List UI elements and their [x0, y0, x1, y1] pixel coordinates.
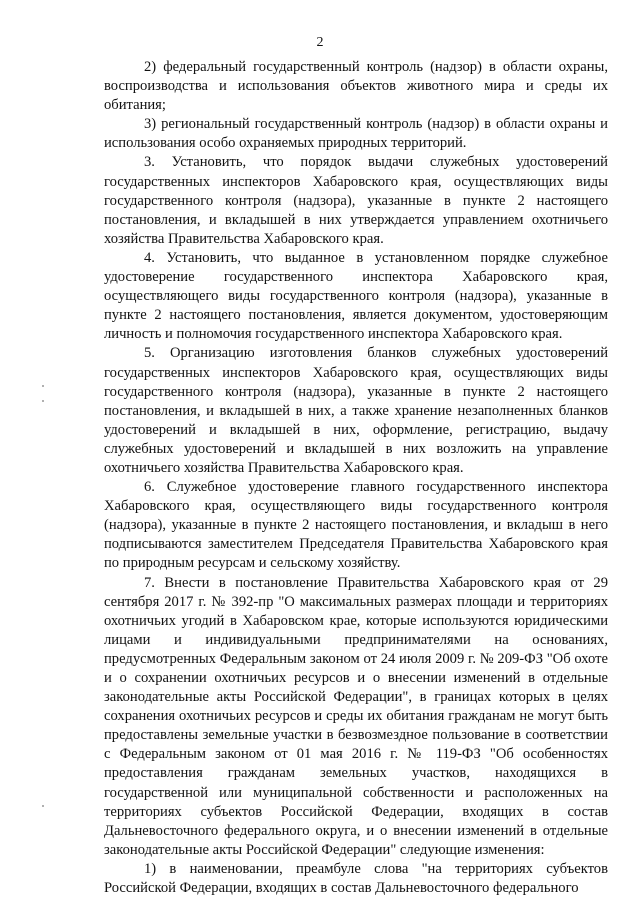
- paragraph-clause-4: 4. Установить, что выданное в установленном порядке служебное удостоверение государственного инспектора Хабаровского края, осуществляющего виды государственного контроля (надзора), указанные в пункте 2 настоящего постановления, является документом, удостоверяющим личность и полномочия государственного инспектора Хабаровского края.: [104, 249, 608, 343]
- paragraph-clause-5: 5. Организацию изготовления бланков служебных удостоверений государственных инспекторов Хабаровского края, осуществляющих виды государственного контроля (надзора), указанные в пункте 2 настоящего постановления, и вкладышей в них, а также хранение незаполненных бланков удостоверений и вкладышей в них, оформление, регистрацию, выдачу служебных удостоверений и вкладышей в них возложить на управление охотничьего хозяйства Правительства Хабаровского края.: [104, 345, 608, 476]
- margin-dot: [42, 385, 44, 387]
- page-number: 2: [316, 35, 324, 50]
- paragraph-clause-7: 7. Внести в постановление Правительства Хабаровского края от 29 сентября 2017 г. № 392-пр "О максимальных размерах площади и территориях охотничьих угодий в Хабаровском крае, которые используются юридическими лицами и индивидуальными предпринимателями на основаниях, предусмотренных Федеральным законом от 24 июля 2009 г. № 209-ФЗ "Об охоте и о сохранении охотничьих ресурсов и о внесении изменений в отдельные законодательные акты Российской Федерации", в границах которых в целях сохранения охотничьих ресурсов и среды их обитания гражданам не могут быть предоставлены земельные участки в безвозмездное пользование в соответствии с Федеральным законом от 01 мая 2016 г. № 119-ФЗ "Об особенностях предоставления гражданам земельных участков, находящихся в государственной или муниципальной собственности и расположенных на территориях субъектов Российской Федерации, входящих в состав Дальневосточного федерального округа, и о внесении изменений в отдельные законодательные акты Российской Федерации" следующие изменения:: [104, 574, 608, 858]
- document-body: [104, 58, 608, 898]
- paragraph-item-3: 3) региональный государственный контроль (надзор) в области охраны и использования особо охраняемых природных территорий.: [104, 116, 608, 152]
- paragraph-clause-3: 3. Установить, что порядок выдачи служебных удостоверений государственных инспекторов Хабаровского края, осуществляющих виды государственного контроля (надзора), указанные в пункте 2 настоящего постановления, и вкладышей в них утверждается управлением охотничьего хозяйства Правительства Хабаровского края.: [104, 154, 608, 247]
- paragraph-item-2: 2) федеральный государственный контроль (надзор) в области охраны, воспроизводства и использования объектов животного мира и среды их обитания;: [104, 59, 608, 114]
- paragraph-subitem-1: 1) в наименовании, преамбуле слова "на территориях субъектов Российской Федерации, входящих в состав Дальневосточного федерального: [104, 860, 608, 897]
- paragraph-clause-6: 6. Служебное удостоверение главного государственного инспектора Хабаровского края, осуществляющего виды государственного контроля (надзора), указанные в пункте 2 настоящего постановления, и вкладыш в него подписываются заместителем Председателя Правительства Хабаровского края по природным ресурсам и сельскому хозяйству.: [104, 479, 608, 572]
- margin-dot: [42, 805, 44, 807]
- margin-dot: [42, 400, 44, 402]
